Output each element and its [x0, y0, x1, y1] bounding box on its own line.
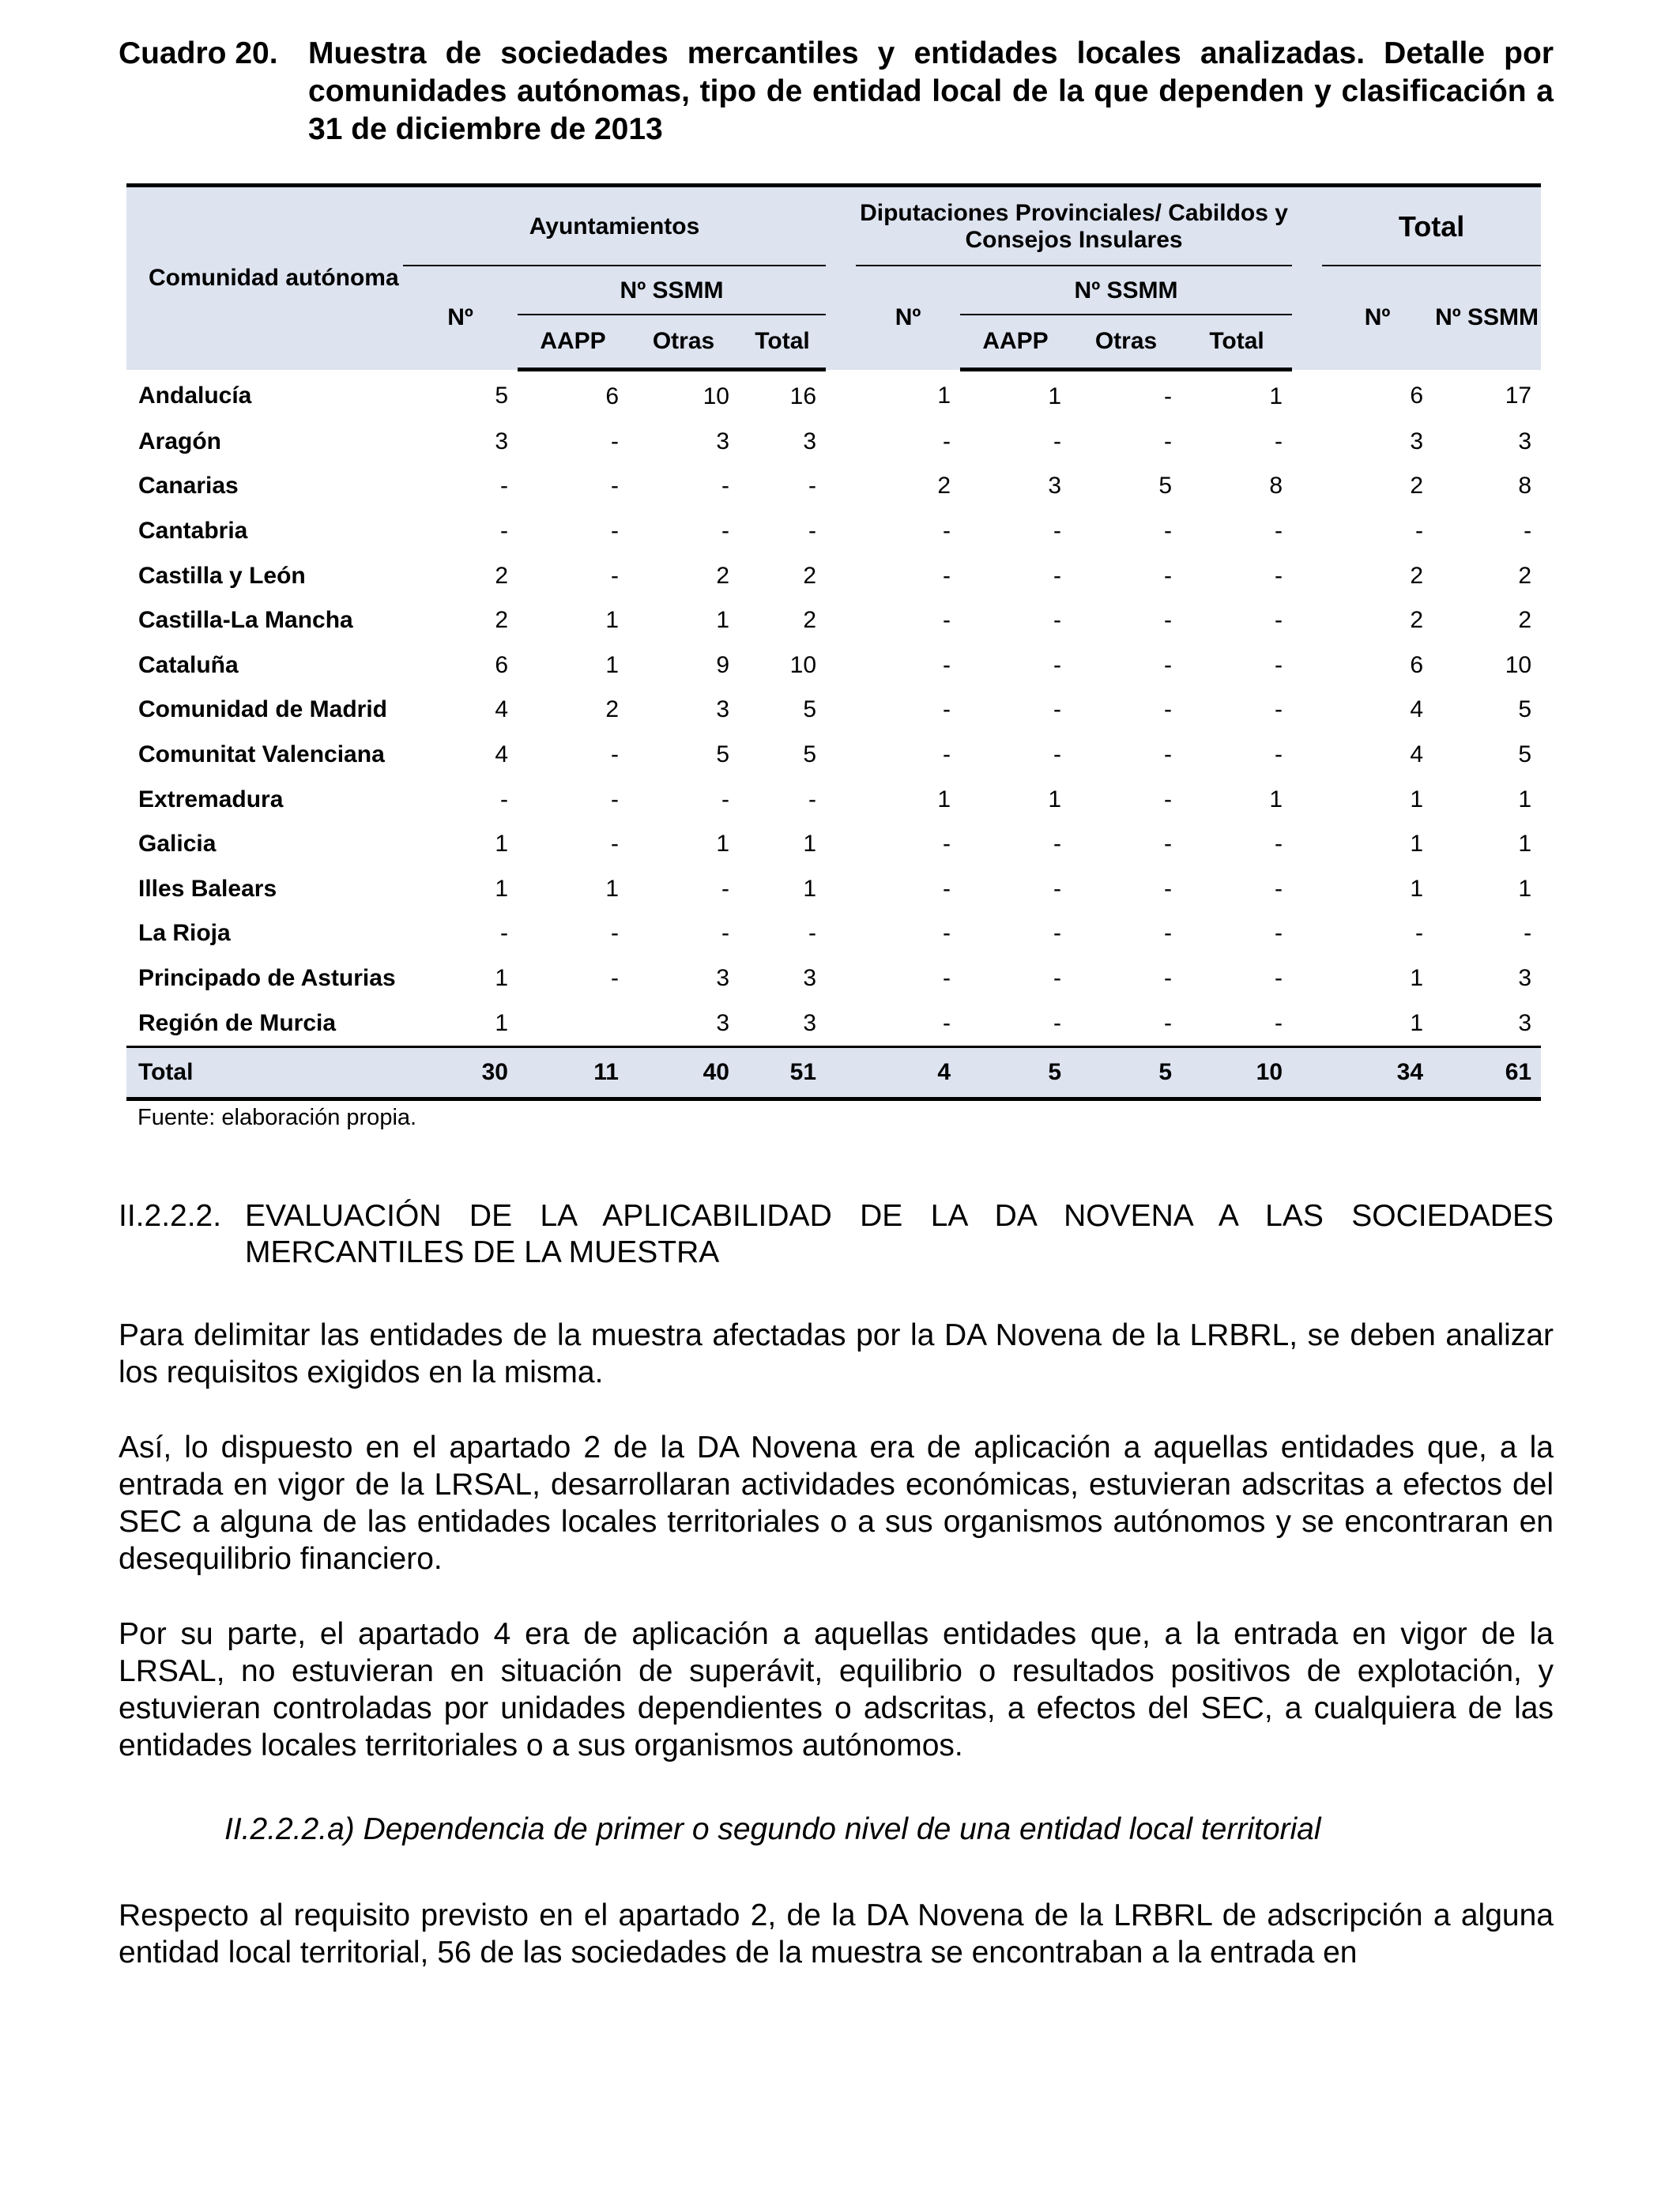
- gap-cell: [1292, 956, 1322, 1001]
- gap-cell: [826, 733, 856, 778]
- cell: 40: [628, 1046, 739, 1099]
- cell: -: [500, 920, 508, 947]
- header-nssmm-dip: Nº SSMM: [960, 266, 1292, 315]
- cell: -: [721, 920, 729, 947]
- row-label: Cataluña: [138, 651, 239, 678]
- table-row: [126, 370, 1541, 420]
- cell: -: [808, 920, 817, 947]
- cell: -: [1053, 607, 1062, 634]
- cell: 1: [1518, 786, 1532, 812]
- gap-cell: [1292, 420, 1322, 465]
- cell: 1: [937, 383, 951, 409]
- section-number: II.2.2.2.: [119, 1199, 222, 1233]
- gap-cell: [826, 1046, 856, 1099]
- cell: 3: [1410, 428, 1424, 454]
- cell: -: [721, 518, 729, 545]
- cell: 5: [803, 741, 817, 768]
- cell: 3: [716, 965, 729, 992]
- row-label: Cantabria: [138, 518, 248, 545]
- total-row: [126, 1046, 1541, 1099]
- cell: 1: [1048, 383, 1062, 410]
- header-total-ayto: Total: [739, 315, 826, 370]
- cell: -: [1275, 1009, 1283, 1036]
- cell: 2: [937, 473, 951, 499]
- header-otras-dip: Otras: [1071, 315, 1181, 370]
- cell: -: [1275, 562, 1283, 589]
- header-aapp-ayto: AAPP: [518, 315, 628, 370]
- cell: -: [611, 518, 619, 545]
- gap-cell: [1292, 553, 1322, 598]
- cell: 1: [1410, 786, 1424, 812]
- cell: -: [1164, 518, 1173, 545]
- cell: -: [500, 473, 508, 499]
- cell: 2: [716, 562, 729, 589]
- cell: -: [1164, 786, 1173, 812]
- cell: 5: [495, 383, 508, 409]
- row-label: Galicia: [138, 831, 217, 858]
- table-row: [126, 733, 1541, 778]
- table-source: Fuente: elaboración propia.: [137, 1105, 417, 1130]
- cell: 3: [1518, 428, 1532, 454]
- cell: 34: [1322, 1046, 1433, 1099]
- cell: 6: [495, 651, 508, 678]
- cell: 4: [495, 696, 508, 723]
- table-row: [126, 777, 1541, 822]
- cell: 3: [803, 1009, 817, 1036]
- gap-cell: [826, 420, 856, 465]
- cell: 5: [1071, 1046, 1181, 1099]
- header-total: Total: [1322, 186, 1541, 267]
- cell: -: [943, 965, 951, 992]
- gap-cell: [1292, 464, 1322, 509]
- cell: 61: [1433, 1046, 1541, 1099]
- cell: -: [611, 786, 619, 812]
- cell: -: [1053, 428, 1062, 454]
- gap-cell: [1292, 777, 1322, 822]
- cell: 1: [803, 875, 817, 902]
- cell: 11: [518, 1046, 628, 1099]
- cell: 2: [1410, 562, 1424, 589]
- cell: 3: [1518, 965, 1532, 992]
- cell: -: [943, 831, 951, 858]
- cell: -: [943, 875, 951, 902]
- cell: -: [943, 651, 951, 678]
- cell: 1: [605, 651, 619, 678]
- gap-cell: [1292, 1046, 1322, 1099]
- gap-cell: [826, 370, 856, 420]
- header-nssmm-ayto: Nº SSMM: [518, 266, 826, 315]
- gap-cell: [826, 598, 856, 643]
- cell: -: [1053, 696, 1062, 723]
- caption-label: Cuadro 20.: [119, 36, 278, 70]
- gap-cell: [826, 688, 856, 733]
- cell: -: [1164, 562, 1173, 589]
- cell: 1: [605, 607, 619, 634]
- gap-cell: [826, 956, 856, 1001]
- cell: 6: [1410, 383, 1424, 409]
- gap-cell: [1292, 911, 1322, 956]
- cell: 51: [739, 1046, 826, 1099]
- cell: -: [808, 786, 817, 812]
- cell: -: [808, 518, 817, 545]
- gap-cell: [826, 509, 856, 554]
- cell: 3: [1048, 473, 1062, 499]
- header-gap: [826, 186, 856, 267]
- cell: -: [1164, 428, 1173, 454]
- header-nssmm-total: Nº SSMM: [1433, 266, 1541, 370]
- row-label: La Rioja: [138, 920, 231, 947]
- cell: 6: [1410, 651, 1424, 678]
- cell: 30: [403, 1046, 518, 1099]
- cell: 2: [1518, 607, 1532, 634]
- cell: 1: [495, 875, 508, 902]
- cell: -: [1275, 831, 1283, 858]
- cell: -: [1053, 831, 1062, 858]
- cell: -: [1164, 741, 1173, 768]
- gap-cell: [826, 867, 856, 912]
- cell: -: [1164, 383, 1173, 410]
- row-label: Principado de Asturias: [138, 965, 396, 992]
- gap-cell: [1292, 598, 1322, 643]
- cell: -: [500, 518, 508, 545]
- cell: -: [1053, 875, 1062, 902]
- cell: -: [611, 920, 619, 947]
- cell: 1: [716, 607, 729, 634]
- cell: -: [943, 607, 951, 634]
- table-row: [126, 598, 1541, 643]
- gap-cell: [1292, 370, 1322, 420]
- row-label: Andalucía: [138, 383, 252, 409]
- cell: -: [943, 741, 951, 768]
- table-row: [126, 464, 1541, 509]
- header-gap: [826, 266, 856, 370]
- table-caption: [119, 35, 1554, 149]
- gap-cell: [1292, 733, 1322, 778]
- cell: 1: [495, 1009, 508, 1036]
- cell: -: [943, 696, 951, 723]
- cell: -: [1164, 965, 1173, 992]
- cell: 10: [1505, 651, 1532, 678]
- header-total-dip: Total: [1181, 315, 1292, 370]
- cell: -: [1275, 875, 1283, 902]
- cell: 1: [1269, 786, 1283, 812]
- cell: -: [1053, 518, 1062, 545]
- cell: -: [1164, 1009, 1173, 1036]
- header-gap: [1292, 186, 1322, 267]
- subsection-heading: II.2.2.2.a) Dependencia de primer o segundo nivel de una entidad local territorial: [224, 1812, 1321, 1846]
- cell: -: [1275, 651, 1283, 678]
- cell: -: [611, 741, 619, 768]
- gap-cell: [1292, 643, 1322, 688]
- cell: 4: [1410, 741, 1424, 768]
- gap-cell: [826, 1001, 856, 1046]
- cell: -: [1275, 920, 1283, 947]
- cell: -: [1164, 651, 1173, 678]
- cell: 1: [1410, 831, 1424, 858]
- row-label: Comunidad de Madrid: [138, 696, 387, 723]
- cell: -: [721, 473, 729, 499]
- cell: 1: [1269, 383, 1283, 410]
- table-row: [126, 643, 1541, 688]
- gap-cell: [1292, 822, 1322, 867]
- table-row: [126, 956, 1541, 1001]
- cell: 5: [1158, 473, 1173, 499]
- cell: 2: [1410, 473, 1424, 499]
- cell: 2: [495, 607, 508, 634]
- cell: 17: [1505, 383, 1532, 409]
- cell: 10: [1181, 1046, 1292, 1099]
- paragraph: Por su parte, el apartado 4 era de aplicación a aquellas entidades que, a la entrada en vigor de la LRSAL, no estuvieran en situación de superávit, equilibrio o resultados positivos de explotación, y estuvieran controladas por unidades dependientes o adscritas, a efectos del SEC, a cualquiera de las entidades locales territoriales o a sus organismos autónomos.: [119, 1617, 1554, 1762]
- table-row: [126, 420, 1541, 465]
- cell: 1: [937, 786, 951, 812]
- cell: 5: [1518, 696, 1532, 723]
- gap-cell: [1292, 509, 1322, 554]
- row-label: Illes Balears: [138, 875, 277, 902]
- cell: -: [1164, 920, 1173, 947]
- row-label: Región de Murcia: [138, 1009, 337, 1036]
- cell: -: [721, 875, 729, 902]
- row-label: Castilla y León: [138, 562, 306, 589]
- cell: -: [1164, 831, 1173, 858]
- cell: 4: [495, 741, 508, 768]
- cell: -: [611, 428, 619, 454]
- cell: 10: [789, 651, 817, 678]
- cell: 3: [716, 428, 729, 454]
- header-ayuntamientos: Ayuntamientos: [403, 186, 826, 267]
- cell: -: [943, 1009, 951, 1036]
- cell: 4: [1410, 696, 1424, 723]
- cell: -: [808, 473, 817, 499]
- table-row: [126, 911, 1541, 956]
- cell: 5: [960, 1046, 1071, 1099]
- header-comunidad: Comunidad autónoma: [126, 186, 403, 370]
- header-n-dip: Nº: [856, 266, 960, 370]
- table-row: [126, 553, 1541, 598]
- data-table: [126, 183, 1541, 1101]
- table-row: [126, 509, 1541, 554]
- caption-text: Muestra de sociedades mercantiles y entidades locales analizadas. Detalle por comunidades autónomas, tipo de entidad local de la que dependen y clasificación a 31 de diciembre de 2013: [308, 36, 1554, 146]
- total-label: Total: [126, 1046, 403, 1099]
- gap-cell: [826, 911, 856, 956]
- header-n-total: Nº: [1322, 266, 1433, 370]
- cell: -: [1053, 920, 1062, 947]
- paragraph: Respecto al requisito previsto en el apartado 2, de la DA Novena de la LRBRL de adscripción a alguna entidad local territorial, 56 de las sociedades de la muestra se encontraban a la entrada en: [119, 1898, 1554, 1970]
- cell: -: [1275, 518, 1283, 545]
- cell: -: [1415, 518, 1424, 545]
- cell: [518, 1001, 628, 1046]
- cell: -: [1164, 607, 1173, 634]
- table-row: [126, 867, 1541, 912]
- cell: 3: [1518, 1009, 1532, 1036]
- cell: 4: [856, 1046, 960, 1099]
- table-row: [126, 822, 1541, 867]
- cell: 10: [703, 383, 729, 410]
- cell: -: [611, 831, 619, 858]
- section-title: EVALUACIÓN DE LA APLICABILIDAD DE LA DA NOVENA A LAS SOCIEDADES MERCANTILES DE LA MUESTRA: [245, 1199, 1554, 1269]
- cell: -: [943, 920, 951, 947]
- cell: 5: [716, 741, 729, 768]
- cell: 2: [495, 562, 508, 589]
- cell: 1: [1518, 831, 1532, 858]
- cell: 8: [1269, 473, 1283, 499]
- row-label: Castilla-La Mancha: [138, 607, 353, 634]
- cell: -: [1524, 920, 1532, 947]
- gap-cell: [826, 464, 856, 509]
- gap-cell: [1292, 1001, 1322, 1046]
- cell: -: [1053, 1009, 1062, 1036]
- gap-cell: [826, 643, 856, 688]
- cell: 1: [495, 965, 508, 992]
- table-row: [126, 1001, 1541, 1046]
- cell: 3: [716, 696, 729, 723]
- cell: 1: [1410, 875, 1424, 902]
- cell: -: [1275, 428, 1283, 454]
- row-label: Comunitat Valenciana: [138, 741, 385, 768]
- cell: -: [1275, 696, 1283, 723]
- cell: 8: [1518, 473, 1532, 499]
- cell: -: [500, 786, 508, 812]
- cell: 1: [1410, 1009, 1424, 1036]
- table-row: [126, 688, 1541, 733]
- gap-cell: [826, 553, 856, 598]
- cell: 9: [716, 651, 729, 678]
- cell: 1: [1518, 875, 1532, 902]
- paragraph: Así, lo dispuesto en el apartado 2 de la DA Novena era de aplicación a aquellas entidades que, a la entrada en vigor de la LRSAL, desarrollaran actividades económicas, estuvieran adscritas a efectos del SEC a alguna de las entidades locales territoriales o a sus organismos autónomos y se encontraran en desequilibrio financiero.: [119, 1431, 1554, 1576]
- cell: 5: [1518, 741, 1532, 768]
- cell: -: [1415, 920, 1424, 947]
- cell: 2: [1410, 607, 1424, 634]
- cell: 5: [803, 696, 817, 723]
- cell: 1: [1048, 786, 1062, 812]
- header-n-ayto: Nº: [403, 266, 518, 370]
- cell: -: [943, 562, 951, 589]
- cell: 3: [716, 1009, 729, 1036]
- cell: 3: [803, 428, 817, 454]
- gap-cell: [826, 777, 856, 822]
- cell: -: [1053, 651, 1062, 678]
- cell: 1: [1410, 965, 1424, 992]
- cell: 1: [803, 831, 817, 858]
- cell: 2: [803, 607, 817, 634]
- cell: -: [1164, 875, 1173, 902]
- cell: -: [1053, 741, 1062, 768]
- header-gap: [1292, 266, 1322, 370]
- gap-cell: [826, 822, 856, 867]
- cell: 2: [803, 562, 817, 589]
- cell: 6: [605, 383, 619, 410]
- cell: -: [943, 428, 951, 454]
- cell: -: [1524, 518, 1532, 545]
- paragraph: Para delimitar las entidades de la muestra afectadas por la DA Novena de la LRBRL, se deben analizar los requisitos exigidos en la misma.: [119, 1318, 1554, 1389]
- cell: -: [943, 518, 951, 545]
- row-label: Aragón: [138, 428, 221, 454]
- gap-cell: [1292, 867, 1322, 912]
- cell: -: [611, 473, 619, 499]
- cell: -: [1275, 965, 1283, 992]
- cell: 3: [495, 428, 508, 454]
- cell: 16: [789, 383, 817, 410]
- cell: -: [1275, 607, 1283, 634]
- cell: 2: [605, 696, 619, 723]
- gap-cell: [1292, 688, 1322, 733]
- cell: -: [721, 786, 729, 812]
- cell: -: [1164, 696, 1173, 723]
- section-heading: [119, 1198, 1554, 1271]
- row-label: Extremadura: [138, 786, 284, 812]
- cell: -: [611, 562, 619, 589]
- cell: -: [611, 965, 619, 992]
- cell: 2: [1518, 562, 1532, 589]
- cell: -: [1275, 741, 1283, 768]
- header-aapp-dip: AAPP: [960, 315, 1071, 370]
- cell: 1: [495, 831, 508, 858]
- cell: -: [1053, 965, 1062, 992]
- cell: 1: [605, 875, 619, 902]
- cell: 1: [716, 831, 729, 858]
- header-diputaciones: Diputaciones Provinciales/ Cabildos y Consejos Insulares: [856, 186, 1292, 267]
- cell: 3: [803, 965, 817, 992]
- header-otras-ayto: Otras: [628, 315, 739, 370]
- cell: -: [1053, 562, 1062, 589]
- row-label: Canarias: [138, 473, 239, 499]
